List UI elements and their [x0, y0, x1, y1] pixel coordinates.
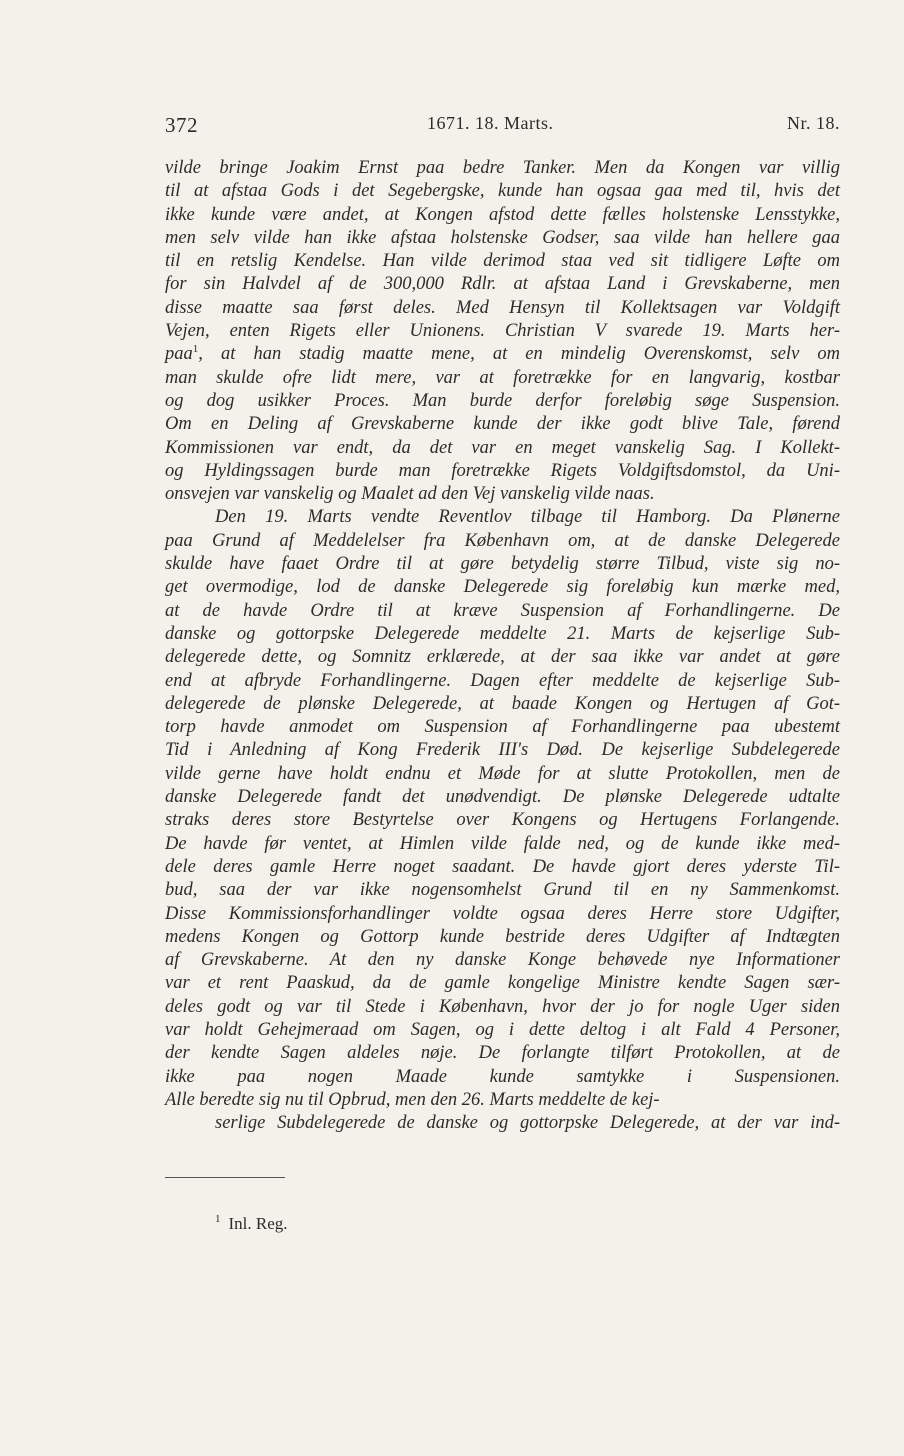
text-line: men selv vilde han ikke afstaa holstenske Godser, saa vilde han hellere gaa [165, 227, 840, 248]
text-line: ikke kunde være andet, at Kongen afstod dette fælles holstenske Lensstykke, [165, 204, 840, 225]
text-line: straks deres store Bestyrtelse over Kongens og Hertugens Forlangende. [165, 810, 840, 831]
text-line: for sin Halvdel af de 300,000 Rdlr. at afstaa Land i Grevskaberne, men [165, 274, 840, 295]
footnote-divider [165, 1177, 285, 1178]
text-line: og Hyldingssagen burde man foretrække Rigets Voldgiftsdomstol, da Uni- [165, 460, 840, 481]
text-line: Tid i Anledning af Kong Frederik III's Død. De kejserlige Subdelegerede [165, 740, 840, 761]
text-line: get overmodige, lod de danske Delegerede sig foreløbig kun mærke med, [165, 577, 840, 598]
text-line: Disse Kommissionsforhandlinger voldte ogsaa deres Herre store Udgifter, [165, 903, 840, 924]
page-number: 372 [165, 113, 198, 137]
text-line: disse maatte saa først deles. Med Hensyn til Kollektsagen var Voldgift [165, 297, 840, 318]
text-line: medens Kongen og Gottorp kunde bestride deres Udgifter af Indtægten [165, 926, 840, 947]
text-line: Om en Deling af Grevskaberne kunde der ikke godt blive Tale, førend [165, 414, 840, 435]
text-line: vilde bringe Joakim Ernst paa bedre Tanker. Men da Kongen var villig [165, 158, 840, 178]
text-line: paa Grund af Meddelelser fra København om, at de danske Delegerede [165, 530, 840, 551]
text-line: til en retslig Kendelse. Han vilde derimod staa ved sit tidligere Løfte om [165, 251, 840, 272]
footnote-marker: 1 [215, 1213, 221, 1226]
text-line: torp havde anmodet om Suspension af Forhandlingerne paa ubestemt [165, 717, 840, 738]
text-line: De havde før ventet, at Himlen vilde falde ned, og de kunde ikke med- [165, 833, 840, 854]
text-line: serlige Subdelegerede de danske og gottorpske Delegerede, at der var ind- [215, 1113, 840, 1134]
text-line: af Grevskaberne. At den ny danske Konge behøvede nye Informationer [165, 950, 840, 971]
text-line: delegerede dette, og Somnitz erklærede, at der saa ikke var andet at gøre [165, 647, 840, 668]
text-line: Kommissionen var endt, da det var en meget vanskelig Sag. I Kollekt- [165, 437, 840, 458]
text-line: var et rent Paaskud, da de gamle kongelige Ministre kendte Sagen sær- [165, 973, 840, 994]
text-line: var holdt Gehejmeraad om Sagen, og i dette deltog i alt Fald 4 Personer, [165, 1019, 840, 1040]
text-line: deles godt og var til Stede i København, hvor der jo for nogle Uger siden [165, 996, 840, 1017]
body-text [165, 157, 840, 1135]
text-line: man skulde ofre lidt mere, var at foretrække for en langvarig, kostbar [165, 367, 840, 388]
text-line: delegerede de plønske Delegerede, at baade Kongen og Hertugen af Got- [165, 693, 840, 714]
footnote-text: Inl. Reg. [228, 1214, 288, 1233]
running-header [165, 113, 840, 141]
text-line: der kendte Sagen aldeles nøje. De forlangte tilført Protokollen, at de [165, 1043, 840, 1064]
text-line: og dog usikker Proces. Man burde derfor foreløbig søge Suspension. [165, 390, 840, 411]
footnote-reference: 1 [192, 343, 199, 356]
text-line: vilde gerne have holdt endnu et Møde for at slutte Protokollen, men de [165, 763, 840, 784]
text-line: onsvejen var vanskelig og Maalet ad den Vej vanskelig vilde naas. [165, 484, 655, 505]
text-line: Den 19. Marts vendte Reventlov tilbage til Hamborg. Da Plønerne [215, 507, 840, 528]
text-line: ikke paa nogen Maade kunde samtykke i Suspensionen. [165, 1066, 840, 1087]
text-line: Alle beredte sig nu til Opbrud, men den 26. Marts meddelte de kej- [165, 1089, 660, 1110]
text-line: at de havde Ordre til at kræve Suspension af Forhandlingerne. De [165, 600, 840, 621]
text-line: dele deres gamle Herre noget saadant. De havde gjort deres yderste Til- [165, 856, 840, 877]
text-line: danske og gottorpske Delegerede meddelte 21. Marts de kejserlige Sub- [165, 623, 840, 644]
header-title: 1671. 18. Marts. [427, 113, 554, 133]
text-line: bud, saa der var ikke nogensomhelst Grund til en ny Sammenkomst. [165, 880, 840, 901]
text-line: til at afstaa Gods i det Segebergske, kunde han ogsaa gaa med til, hvis det [165, 181, 840, 202]
header-number: Nr. 18. [787, 113, 840, 133]
text-line: end at afbryde Forhandlingerne. Dagen efter meddelte de kejserlige Sub- [165, 670, 840, 691]
text-line: paa$^1$, at han stadig maatte mene, at en mindelig Overenskomst, selv om [165, 343, 840, 365]
text-line: danske Delegerede fandt det unødvendigt. De plønske Delegerede udtalte [165, 787, 840, 808]
footnote [215, 1214, 288, 1234]
text-line: skulde have faaet Ordre til at gøre betydelig større Tilbud, viste sig no- [165, 554, 840, 575]
text-line: Vejen, enten Rigets eller Unionens. Christian V svarede 19. Marts her- [165, 321, 840, 342]
